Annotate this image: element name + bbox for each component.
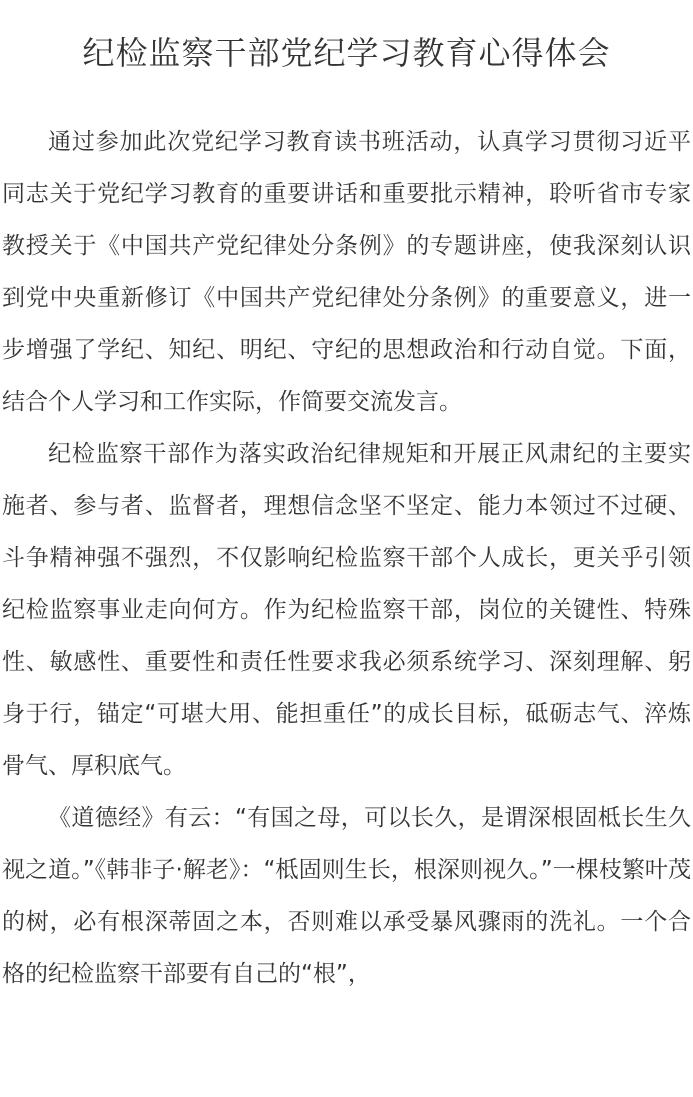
document-body — [0, 116, 693, 1000]
paragraph-2: 纪检监察干部作为落实政治纪律规矩和开展正风肃纪的主要实施者、参与者、监督者，理想信念坚不坚定、能力本领过不过硬、斗争精神强不强烈，不仅影响纪检监察干部个人成长，更关乎引领纪检监察事业走向何方。作为纪检监察干部，岗位的关键性、特殊性、敏感性、重要性和责任性要求我必须系统学习、深刻理解、躬身于行，锚定“可堪大用、能担重任”的成长目标，砥砺志气、淬炼骨气、厚积底气。 — [2, 441, 691, 779]
paragraph-1: 通过参加此次党纪学习教育读书班活动，认真学习贯彻习近平同志关于党纪学习教育的重要讲话和重要批示精神，聆听省市专家教授关于《中国共产党纪律处分条例》的专题讲座，使我深刻认识到党中央重新修订《中国共产党纪律处分条例》的重要意义，进一步增强了学纪、知纪、明纪、守纪的思想政治和行动自觉。下面，结合个人学习和工作实际，作简要交流发言。 — [2, 129, 691, 415]
paragraph-3: 《道德经》有云：“有国之母，可以长久，是谓深根固柢长生久视之道。”《韩非子·解老》：“柢固则生长，根深则视久。”一棵枝繁叶茂的树，必有根深蒂固之本，否则难以承受暴风骤雨的洗礼。一个合格的纪检监察干部要有自己的“根”， — [2, 805, 691, 987]
document-title: 纪检监察干部党纪学习教育心得体会 — [82, 34, 611, 72]
